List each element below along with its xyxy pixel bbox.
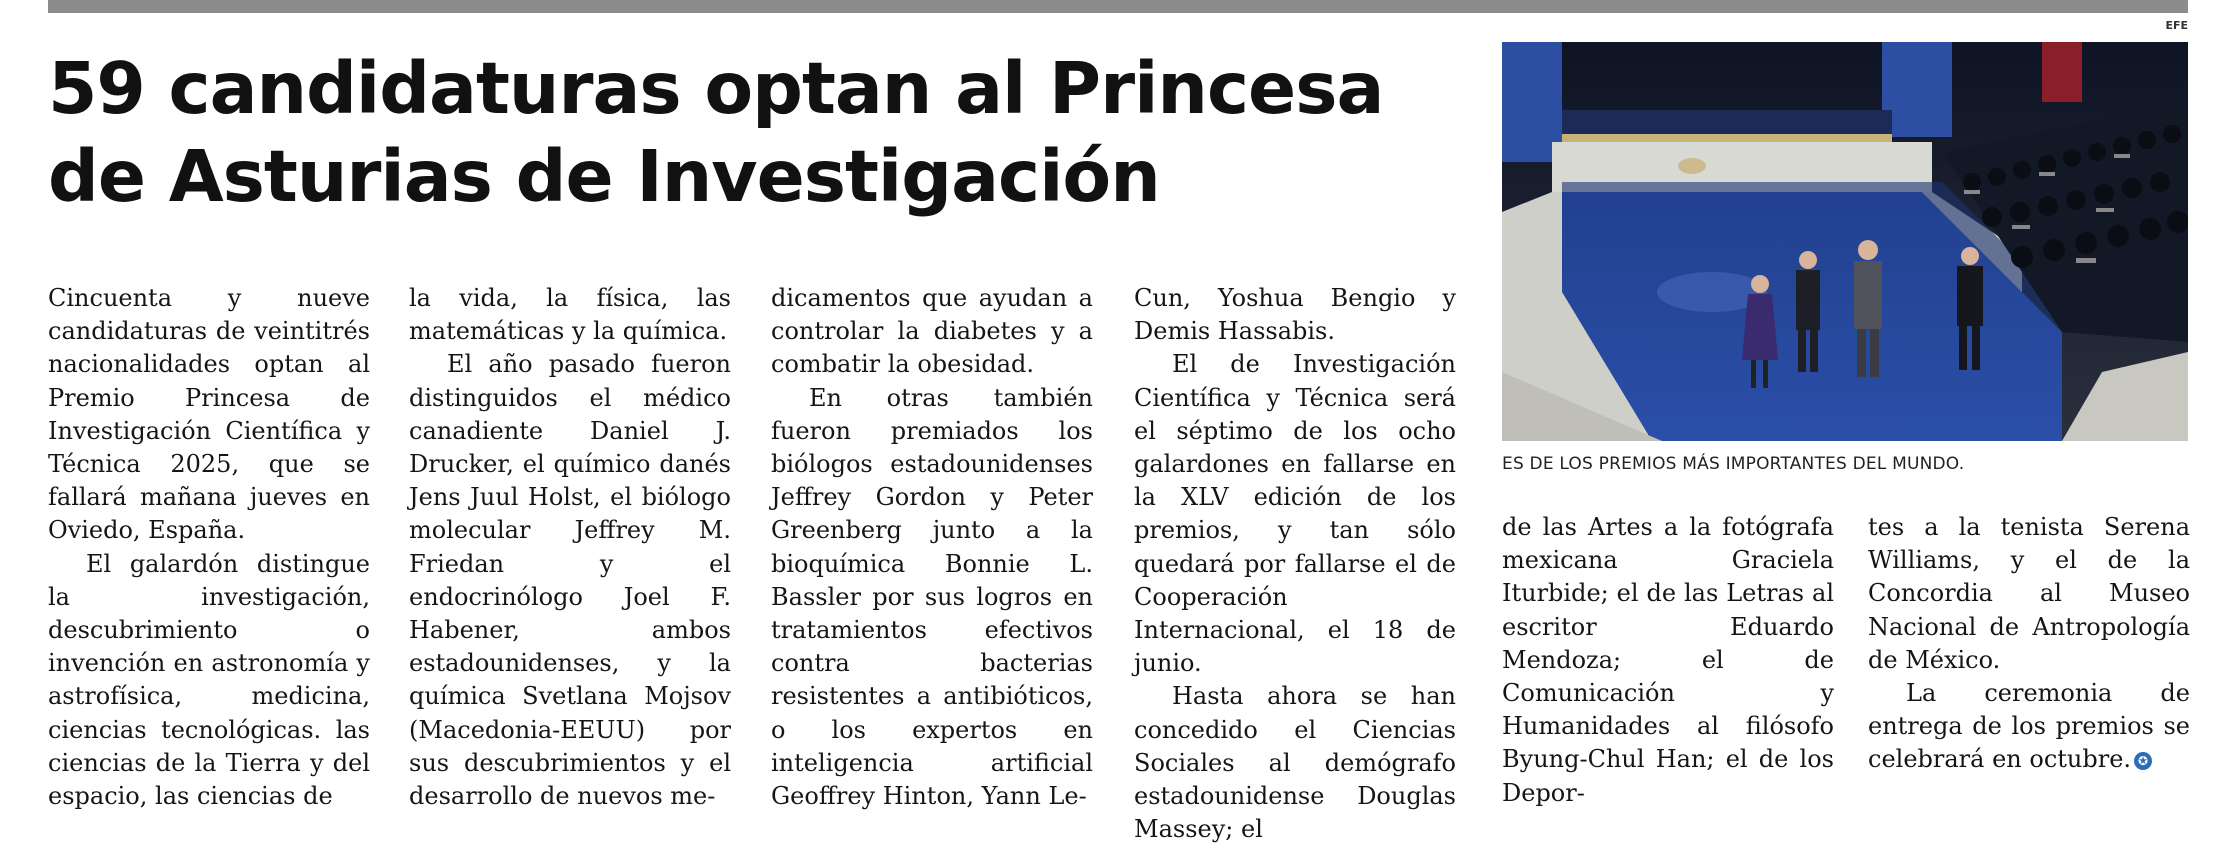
body-paragraph: dicamentos que ayudan a controlar la diabetes y a combatir la obesidad. — [771, 284, 1093, 379]
body-paragraph: El de Investigación Científica y Técnica será el séptimo de los ocho galardones en fallarse en la XLV edición de los premios, y tan sólo quedará por fallarse el de Cooperación Internacional, el 18 de junio. — [1134, 350, 1456, 678]
body-column-6 — [1868, 511, 2190, 777]
headline-line-2: de Asturias de Investigación — [48, 135, 1160, 218]
body-paragraph: Cincuenta y nueve candidaturas de veintitrés nacionalidades optan al Premio Princesa de Investigación Científica y Técnica 2025, que se fallará mañana jueves en Oviedo, España. — [48, 284, 370, 545]
body-column-2 — [409, 282, 731, 813]
photo-credit: EFE — [2165, 19, 2188, 32]
body-paragraph: El año pasado fueron distinguidos el médico canadiente Daniel J. Drucker, el químico danés Jens Juul Holst, el biólogo molecular Jeffrey M. Friedan y el endocrinólogo Joel F. Habener, ambos estadounidenses, y la química Svetlana Mojsov (Macedonia-EEUU) por sus descubrimientos y el desarrollo de nuevos me- — [409, 350, 731, 811]
body-paragraph: tes a la tenista Serena Williams, y el de la Concordia al Museo Nacional de Antropología de México. — [1868, 513, 2190, 674]
closing-text: La ceremonia de entrega de los premios se celebrará en octubre. — [1868, 679, 2190, 774]
body-column-4 — [1134, 282, 1456, 846]
body-paragraph: En otras también fueron premiados los biólogos estadounidenses Jeffrey Gordon y Peter Greenberg junto a la bioquímica Bonnie L. Bassler por sus logros en tratamientos efectivos contra bacterias resistentes a antibióticos, o los expertos en inteligencia artificial Geoffrey Hinton, Yann Le- — [771, 383, 1093, 811]
body-column-1 — [48, 282, 370, 813]
body-paragraph: Hasta ahora se han concedido el Ciencias Sociales al demógrafo estadounidense Douglas Massey; el — [1134, 682, 1456, 844]
top-rule — [48, 0, 2188, 13]
body-column-3 — [771, 282, 1093, 813]
ceremony-photo — [1502, 42, 2188, 441]
body-paragraph-last — [1868, 677, 2190, 777]
photo-caption: ES DE LOS PREMIOS MÁS IMPORTANTES DEL MUNDO. — [1502, 454, 1965, 474]
body-paragraph: la vida, la física, las matemáticas y la química. — [409, 284, 731, 346]
headline — [48, 45, 1488, 221]
body-paragraph: El galardón distingue la investigación, descubrimiento o invención en astronomía y astrofísica, medicina, ciencias tecnológicas. las ciencias de la Tierra y del espacio, las ciencias de — [48, 549, 370, 811]
headline-line-1: 59 candidaturas optan al Princesa — [48, 47, 1384, 130]
body-paragraph: Cun, Yoshua Bengio y Demis Hassabis. — [1134, 284, 1456, 346]
body-column-5 — [1502, 511, 1834, 810]
body-paragraph: de las Artes a la fotógrafa mexicana Graciela Iturbide; el de las Letras al escritor Eduardo Mendoza; el de Comunicación y Humanidades al filósofo Byung-Chul Han; el de los Depor- — [1502, 513, 1834, 807]
article-end-icon: ✪ — [2134, 752, 2152, 770]
